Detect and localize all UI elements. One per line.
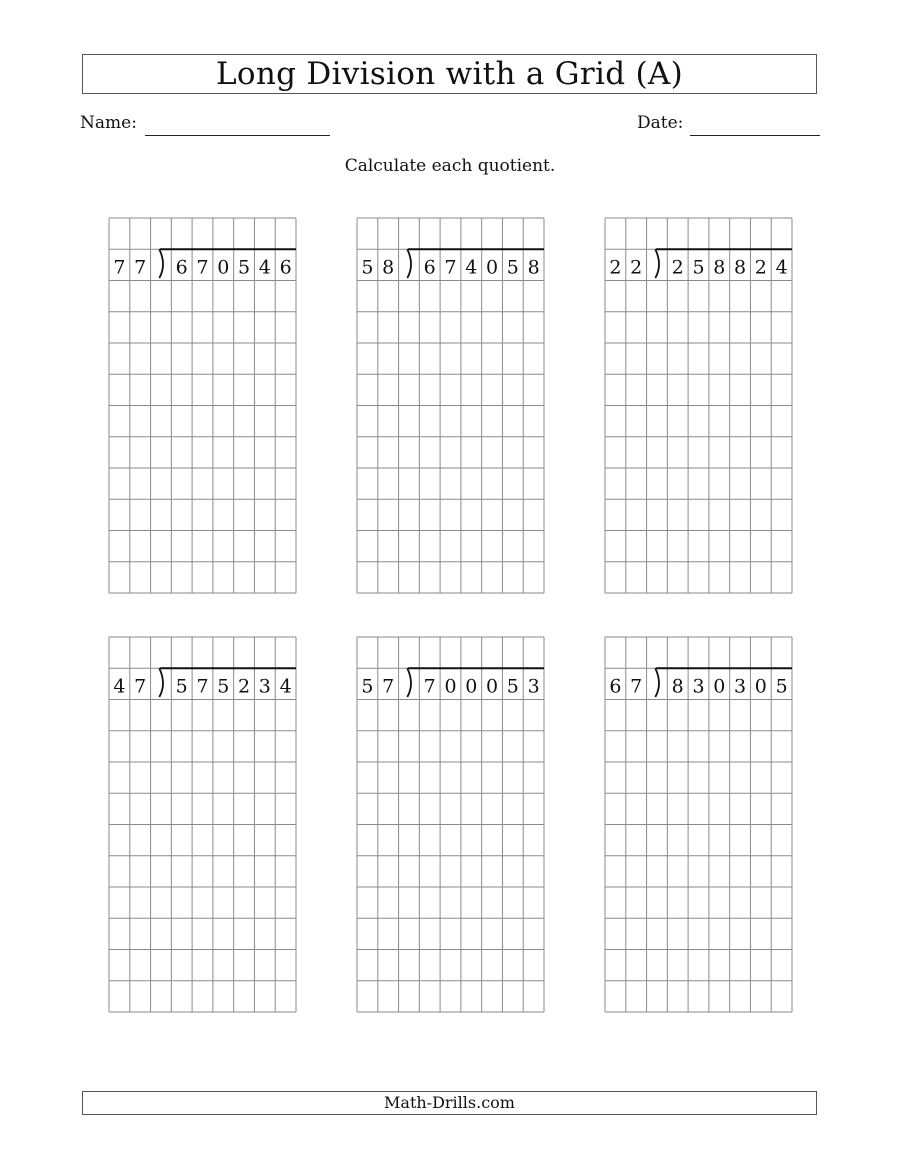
dividend-digit: 4 bbox=[465, 256, 478, 279]
dividend-digit: 6 bbox=[423, 256, 436, 279]
dividend-digit: 3 bbox=[527, 675, 540, 698]
divisor-digit: 7 bbox=[630, 675, 643, 698]
dividend-digit: 2 bbox=[671, 256, 684, 279]
name-label: Name: bbox=[80, 113, 137, 133]
division-grid bbox=[356, 217, 546, 594]
problem-4 bbox=[108, 636, 298, 1013]
division-bracket bbox=[159, 668, 163, 697]
dividend-digit: 5 bbox=[175, 675, 188, 698]
division-bracket bbox=[159, 249, 163, 278]
dividend-digit: 8 bbox=[713, 256, 726, 279]
divisor-digit: 5 bbox=[361, 256, 374, 279]
problem-1 bbox=[108, 217, 298, 594]
dividend-digit: 6 bbox=[175, 256, 188, 279]
dividend-digit: 5 bbox=[238, 256, 251, 279]
dividend-digit: 0 bbox=[217, 256, 230, 279]
dividend-digit: 5 bbox=[217, 675, 230, 698]
divisor-digit: 4 bbox=[113, 675, 126, 698]
division-grid bbox=[108, 217, 298, 594]
dividend-digit: 7 bbox=[196, 256, 209, 279]
dividend-digit: 7 bbox=[196, 675, 209, 698]
dividend-digit: 3 bbox=[258, 675, 271, 698]
divisor-digit: 2 bbox=[609, 256, 622, 279]
dividend-digit: 2 bbox=[754, 256, 767, 279]
division-grid bbox=[604, 217, 794, 594]
instructions: Calculate each quotient. bbox=[344, 156, 556, 176]
dividend-digit: 4 bbox=[258, 256, 271, 279]
name-field[interactable] bbox=[145, 135, 330, 136]
dividend-digit: 0 bbox=[486, 675, 499, 698]
problem-5 bbox=[356, 636, 546, 1013]
dividend-digit: 5 bbox=[692, 256, 705, 279]
dividend-digit: 7 bbox=[423, 675, 436, 698]
dividend-digit: 2 bbox=[238, 675, 251, 698]
dividend-digit: 5 bbox=[775, 675, 788, 698]
division-bracket bbox=[407, 668, 411, 697]
problem-6 bbox=[604, 636, 794, 1013]
dividend-digit: 3 bbox=[734, 675, 747, 698]
division-grid bbox=[108, 636, 298, 1013]
problem-3 bbox=[604, 217, 794, 594]
divisor-digit: 7 bbox=[134, 675, 147, 698]
date-label: Date: bbox=[637, 113, 684, 133]
divisor-digit: 7 bbox=[113, 256, 126, 279]
dividend-digit: 6 bbox=[279, 256, 292, 279]
dividend-digit: 0 bbox=[713, 675, 726, 698]
division-bracket bbox=[407, 249, 411, 278]
divisor-digit: 7 bbox=[134, 256, 147, 279]
division-bracket bbox=[655, 668, 659, 697]
dividend-digit: 0 bbox=[754, 675, 767, 698]
dividend-digit: 0 bbox=[465, 675, 478, 698]
dividend-digit: 0 bbox=[486, 256, 499, 279]
divisor-digit: 7 bbox=[382, 675, 395, 698]
dividend-digit: 0 bbox=[444, 675, 457, 698]
worksheet-title: Long Division with a Grid (A) bbox=[82, 54, 817, 94]
dividend-digit: 5 bbox=[506, 256, 519, 279]
division-grid bbox=[604, 636, 794, 1013]
division-grid bbox=[356, 636, 546, 1013]
footer: Math-Drills.com bbox=[82, 1091, 817, 1115]
dividend-digit: 5 bbox=[506, 675, 519, 698]
dividend-digit: 8 bbox=[734, 256, 747, 279]
dividend-digit: 3 bbox=[692, 675, 705, 698]
divisor-digit: 8 bbox=[382, 256, 395, 279]
division-bracket bbox=[655, 249, 659, 278]
dividend-digit: 8 bbox=[671, 675, 684, 698]
divisor-digit: 5 bbox=[361, 675, 374, 698]
divisor-digit: 6 bbox=[609, 675, 622, 698]
date-field[interactable] bbox=[690, 135, 820, 136]
dividend-digit: 8 bbox=[527, 256, 540, 279]
problem-2 bbox=[356, 217, 546, 594]
dividend-digit: 4 bbox=[279, 675, 292, 698]
dividend-digit: 4 bbox=[775, 256, 788, 279]
dividend-digit: 7 bbox=[444, 256, 457, 279]
divisor-digit: 2 bbox=[630, 256, 643, 279]
